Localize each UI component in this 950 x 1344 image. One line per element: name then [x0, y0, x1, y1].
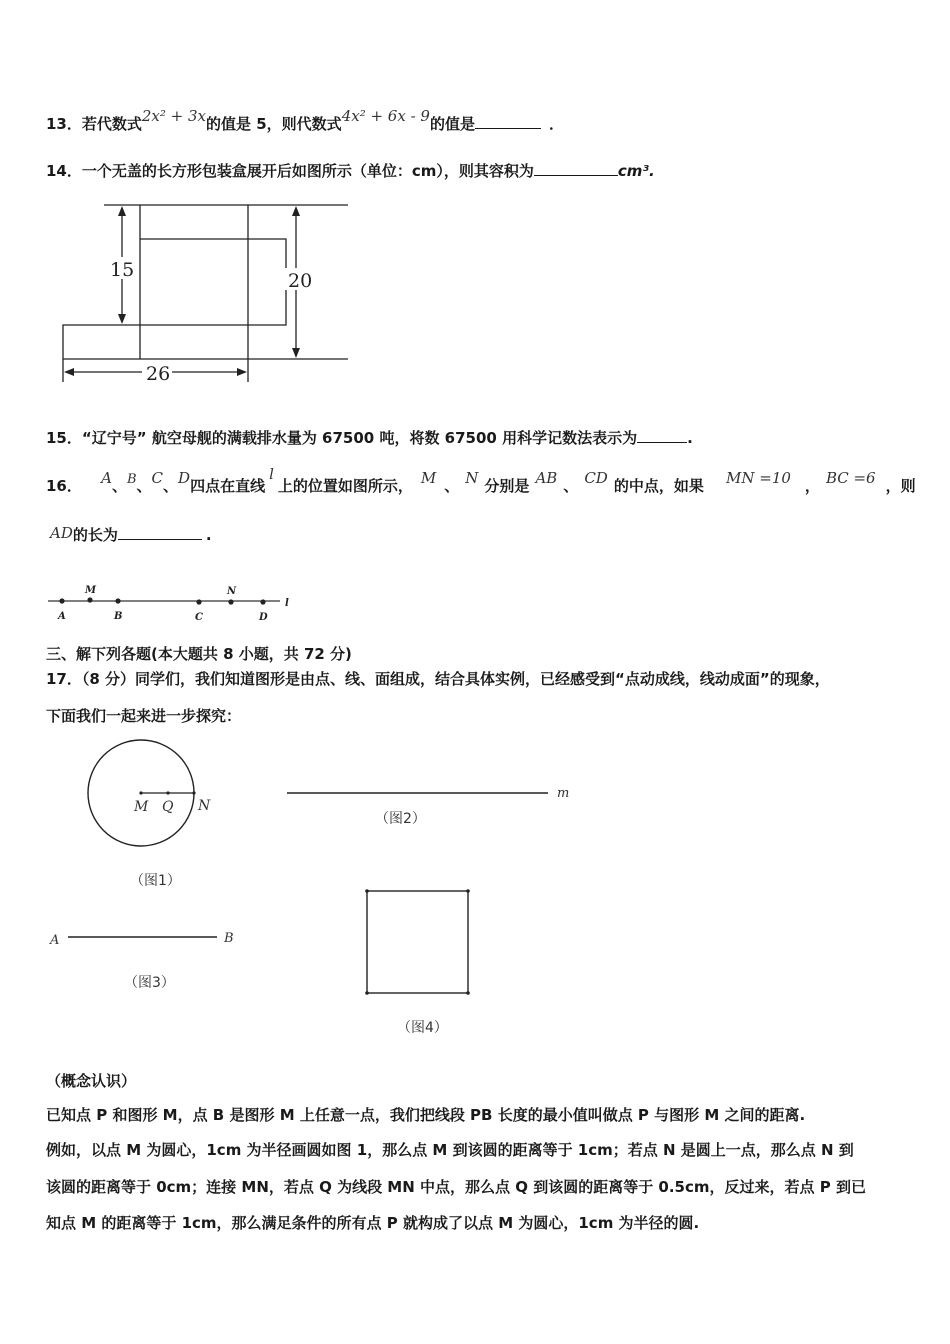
q16-text1: 四点在直线	[190, 477, 266, 495]
fig1-label-n: N	[198, 798, 211, 814]
q16-text5: ，则	[885, 477, 916, 495]
concept-p2: 例如，以点 M 为圆心，1cm 为半径画圆如图 1，那么点 M 到该圆的距离等于 1cm；若点 N 是圆上一点，那么点 N 到	[46, 1141, 854, 1159]
q14-unit: cm³.	[617, 162, 655, 180]
q16-line-var: l	[269, 465, 274, 483]
q16-number: 16．	[46, 477, 82, 495]
q16-point-c: C	[151, 469, 164, 487]
concept-p4: 知点 M 的距离等于 1cm，那么满足条件的所有点 P 就构成了以点 M 为圆心，1cm 为半径的圆.	[46, 1214, 700, 1232]
q13-number: 13．	[46, 115, 82, 133]
q16-point-a: A	[101, 469, 112, 487]
fig3-label-b: B	[224, 931, 234, 946]
q16-end: .	[205, 526, 212, 544]
fig16-label-m: M	[85, 585, 97, 596]
q16-sep: 、	[444, 477, 460, 495]
q13-post: 的值是	[429, 115, 475, 133]
fig16-label-a: A	[58, 611, 66, 622]
q16-text6: 的长为	[72, 526, 118, 544]
fig4-square	[367, 891, 468, 993]
fig16-label-d: D	[259, 612, 268, 623]
fig1-label-q: Q	[162, 799, 174, 815]
fig16-label-c: C	[195, 612, 203, 623]
q16-sep: 、	[111, 477, 127, 495]
fig3-label-a: A	[50, 933, 60, 948]
q16-sep: 、	[163, 477, 179, 495]
q17-line2: 下面我们一起来进一步探究：	[46, 707, 242, 725]
q16-text3: 分别是	[484, 477, 530, 495]
q13-end: ．	[548, 115, 564, 133]
concept-p3: 该圆的距离等于 0cm；连接 MN，若点 Q 为线段 MN 中点，那么点 Q 到该圆的距离等于 0.5cm，反过来，若点 P 到已	[46, 1178, 866, 1196]
q16-text4: 的中点，如果	[613, 477, 704, 495]
q16-cond-mn: MN =10	[726, 469, 791, 487]
q16-sep: 、	[563, 477, 579, 495]
fig1-point-m	[139, 791, 142, 794]
section-3-title: 三、解下列各题(本大题共 8 小题，共 72 分)	[46, 645, 352, 663]
concept-p1: 已知点 P 和图形 M，点 B 是图形 M 上任意一点，我们把线段 PB 长度的最小值叫做点 P 与图形 M 之间的距离.	[46, 1106, 806, 1124]
q16-point-d: D	[178, 469, 191, 487]
q13-pre: 若代数式	[81, 115, 142, 133]
q15-end: .	[687, 429, 693, 447]
fig14-label-20: 20	[288, 270, 313, 292]
fig2-caption: （图2）	[375, 811, 426, 827]
q16-text2: 上的位置如图所示，	[277, 477, 413, 495]
q16-ad: AD	[50, 524, 73, 542]
q16-m: M	[420, 469, 437, 487]
fig1-caption: （图1）	[130, 873, 181, 889]
fig16-label-n: N	[227, 586, 237, 597]
fig4-corner	[466, 889, 470, 893]
q16-seg-cd: CD	[584, 469, 608, 487]
q13-expr1: 2x² + 3x	[141, 107, 207, 125]
q16-comma: ，	[804, 477, 820, 495]
fig4-corner	[365, 889, 369, 893]
fig4-caption: （图4）	[397, 1020, 448, 1036]
q15-number: 15．	[46, 429, 82, 447]
fig3-caption: （图3）	[124, 975, 175, 991]
q16-seg-ab: AB	[535, 469, 558, 487]
concept-title: （概念认识）	[46, 1072, 137, 1090]
q16-sep: 、	[136, 477, 152, 495]
q14-number: 14．	[46, 162, 82, 180]
fig1-point-n	[192, 791, 195, 794]
fig14-label-15: 15	[110, 259, 135, 281]
fig4-corner	[466, 991, 470, 995]
q14-text: 一个无盖的长方形包装盒展开后如图所示（单位：cm），则其容积为	[81, 162, 534, 180]
fig1-label-m: M	[134, 799, 149, 815]
fig4-corner	[365, 991, 369, 995]
q16-n: N	[465, 469, 479, 487]
q16-point-b: B	[126, 472, 137, 487]
q17-line1: 17．（8 分）同学们，我们知道图形是由点、线、面组成，结合具体实例，已经感受到“点动成线，线动成面”的现象，	[46, 670, 830, 688]
q15-text: “辽宁号” 航空母舰的满载排水量为 67500 吨，将数 67500 用科学记数法表示为	[81, 429, 638, 447]
fig1-point-q	[166, 791, 169, 794]
q13-mid: 的值是 5，则代数式	[206, 115, 342, 133]
fig16-label-b: B	[114, 611, 123, 622]
fig14-label-26: 26	[146, 363, 171, 385]
q13-expr2: 4x² + 6x - 9	[341, 107, 430, 125]
fig16-label-l: l	[285, 598, 289, 609]
q16-cond-bc: BC =6	[825, 469, 876, 487]
fig2-label-m: m	[557, 786, 570, 801]
